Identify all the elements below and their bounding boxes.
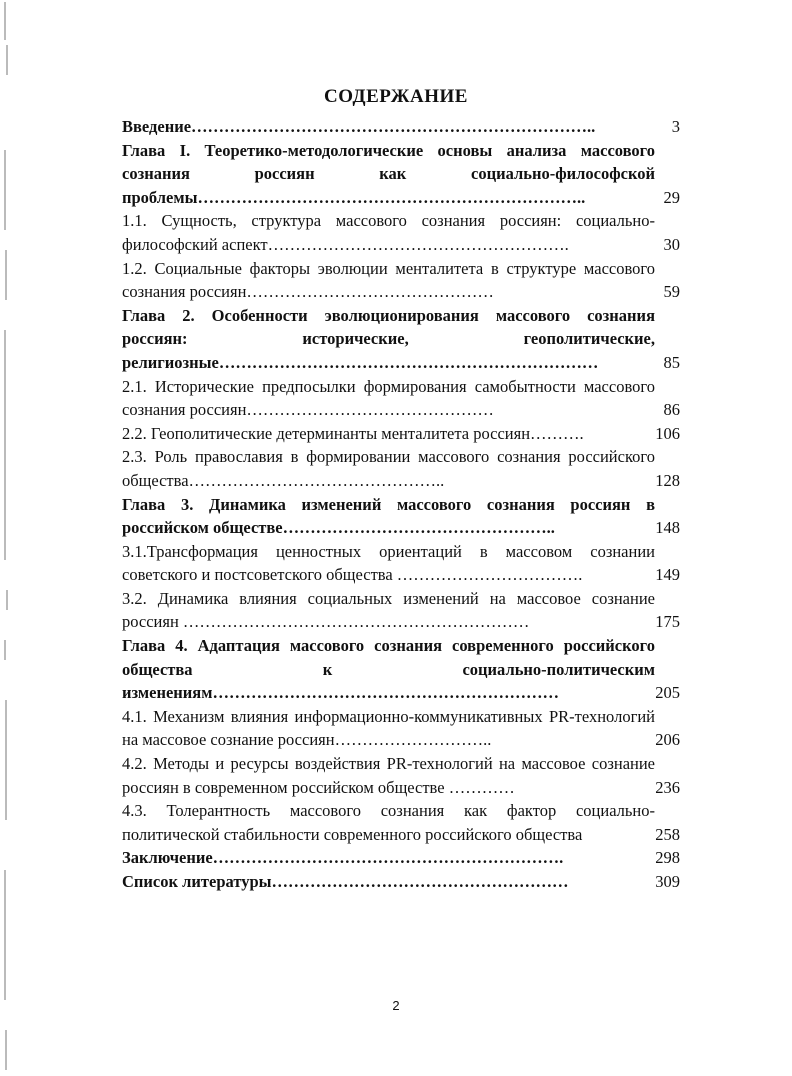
toc-entry-page: 148 xyxy=(655,518,680,538)
toc-entry-title: Глава I. Теоретико-методологические основы анализа массового сознания россиян как социально-философской проблемы…………………………………………………………….. xyxy=(122,140,655,207)
toc-entry-page: 3 xyxy=(671,117,680,136)
toc-section-entry[interactable] xyxy=(122,257,682,304)
toc-entry-page: 85 xyxy=(663,352,680,372)
toc-section-entry[interactable] xyxy=(122,705,682,752)
toc-entry-page: 258 xyxy=(655,824,680,844)
toc-entry-title: 3.1.Трансформация ценностных ориентаций в массовом сознании советского и постсоветского общества ……………………………. xyxy=(122,541,655,585)
toc-entry-title: 2.1. Исторические предпосылки формирования самобытности массового сознания россиян……………………………………… xyxy=(122,376,655,420)
toc-entry-page: 236 xyxy=(655,777,680,797)
toc-entry-title: Введение……………………………………………………………….. xyxy=(122,117,596,136)
toc-chapter-entry[interactable] xyxy=(122,139,682,210)
toc-entry-title: 4.3. Толерантность массового сознания как фактор социально-политической стабильности современного российского общества xyxy=(122,801,655,844)
toc-entry-title: 2.2. Геополитические детерминанты менталитета россиян………. xyxy=(122,423,584,443)
toc-section-entry[interactable] xyxy=(122,587,682,634)
toc-entry-page: 298 xyxy=(655,848,680,868)
toc-chapter-entry[interactable] xyxy=(122,304,682,375)
toc-entry-page: 149 xyxy=(655,565,680,585)
toc-entry-page: 175 xyxy=(655,612,680,632)
toc-entry-page: 59 xyxy=(663,282,680,302)
toc-section-entry[interactable] xyxy=(122,209,682,256)
toc-entry-page: 106 xyxy=(655,423,680,443)
toc-section-entry[interactable] xyxy=(122,540,682,587)
toc-chapter-entry[interactable] xyxy=(122,846,682,870)
toc-chapter-entry[interactable] xyxy=(122,115,682,139)
toc-entry-page: 30 xyxy=(663,234,680,254)
toc-section-entry[interactable] xyxy=(122,445,682,492)
toc-entry-title: Заключение………………………………………………………. xyxy=(122,848,564,868)
toc-section-entry[interactable] xyxy=(122,422,682,446)
toc-entry-title: 3.2. Динамика влияния социальных изменений на массовое сознание россиян ……………………………………………………… xyxy=(122,588,655,632)
toc-entry-page: 86 xyxy=(663,400,680,420)
toc-entry-title: 4.2. Методы и ресурсы воздействия PR-технологий на массовое сознание россиян в современном российском обществе ………… xyxy=(122,754,655,797)
toc-entry-title: Глава 2. Особенности эволюционирования массового сознания россиян: исторические, геополитические, религиозные…………………………………………………………… xyxy=(122,305,655,372)
toc-section-entry[interactable] xyxy=(122,375,682,422)
page-number: 2 xyxy=(392,998,400,1013)
toc-entry-page: 206 xyxy=(655,730,680,750)
scan-edge-artifact xyxy=(2,0,10,1076)
toc-entry-page: 309 xyxy=(655,872,680,891)
toc-entry-title: Глава 3. Динамика изменений массового сознания россиян в российском обществе………………………………………….. xyxy=(122,494,655,538)
page-title: СОДЕРЖАНИЕ xyxy=(324,86,468,107)
toc-entry-page: 205 xyxy=(655,683,680,703)
toc-entry-page: 29 xyxy=(663,187,680,207)
toc-entry-title: 2.3. Роль православия в формировании массового сознания российского общества……………………………………….. xyxy=(122,447,655,490)
toc-section-entry[interactable] xyxy=(122,799,682,846)
toc-entry-title: Список литературы……………………………………………… xyxy=(122,872,569,891)
toc-entry-title: 1.1. Сущность, структура массового сознания россиян: социально-философский аспект………………………………………………. xyxy=(122,211,655,254)
toc-entry-title: 1.2. Социальные факторы эволюции менталитета в структуре массового сознания россиян……………………………………… xyxy=(122,258,655,302)
toc-entry-title: 4.1. Механизм влияния информационно-коммуникативных PR-технологий на массовое сознание россиян……………………….. xyxy=(122,706,655,750)
table-of-contents xyxy=(122,115,682,894)
toc-chapter-entry[interactable] xyxy=(122,870,682,894)
toc-entry-page: 128 xyxy=(655,470,680,490)
toc-chapter-entry[interactable] xyxy=(122,493,682,540)
toc-entry-title: Глава 4. Адаптация массового сознания современного российского общества к социально-политическим изменениям……………………………………………………… xyxy=(122,636,655,703)
toc-chapter-entry[interactable] xyxy=(122,634,682,705)
toc-section-entry[interactable] xyxy=(122,752,682,799)
